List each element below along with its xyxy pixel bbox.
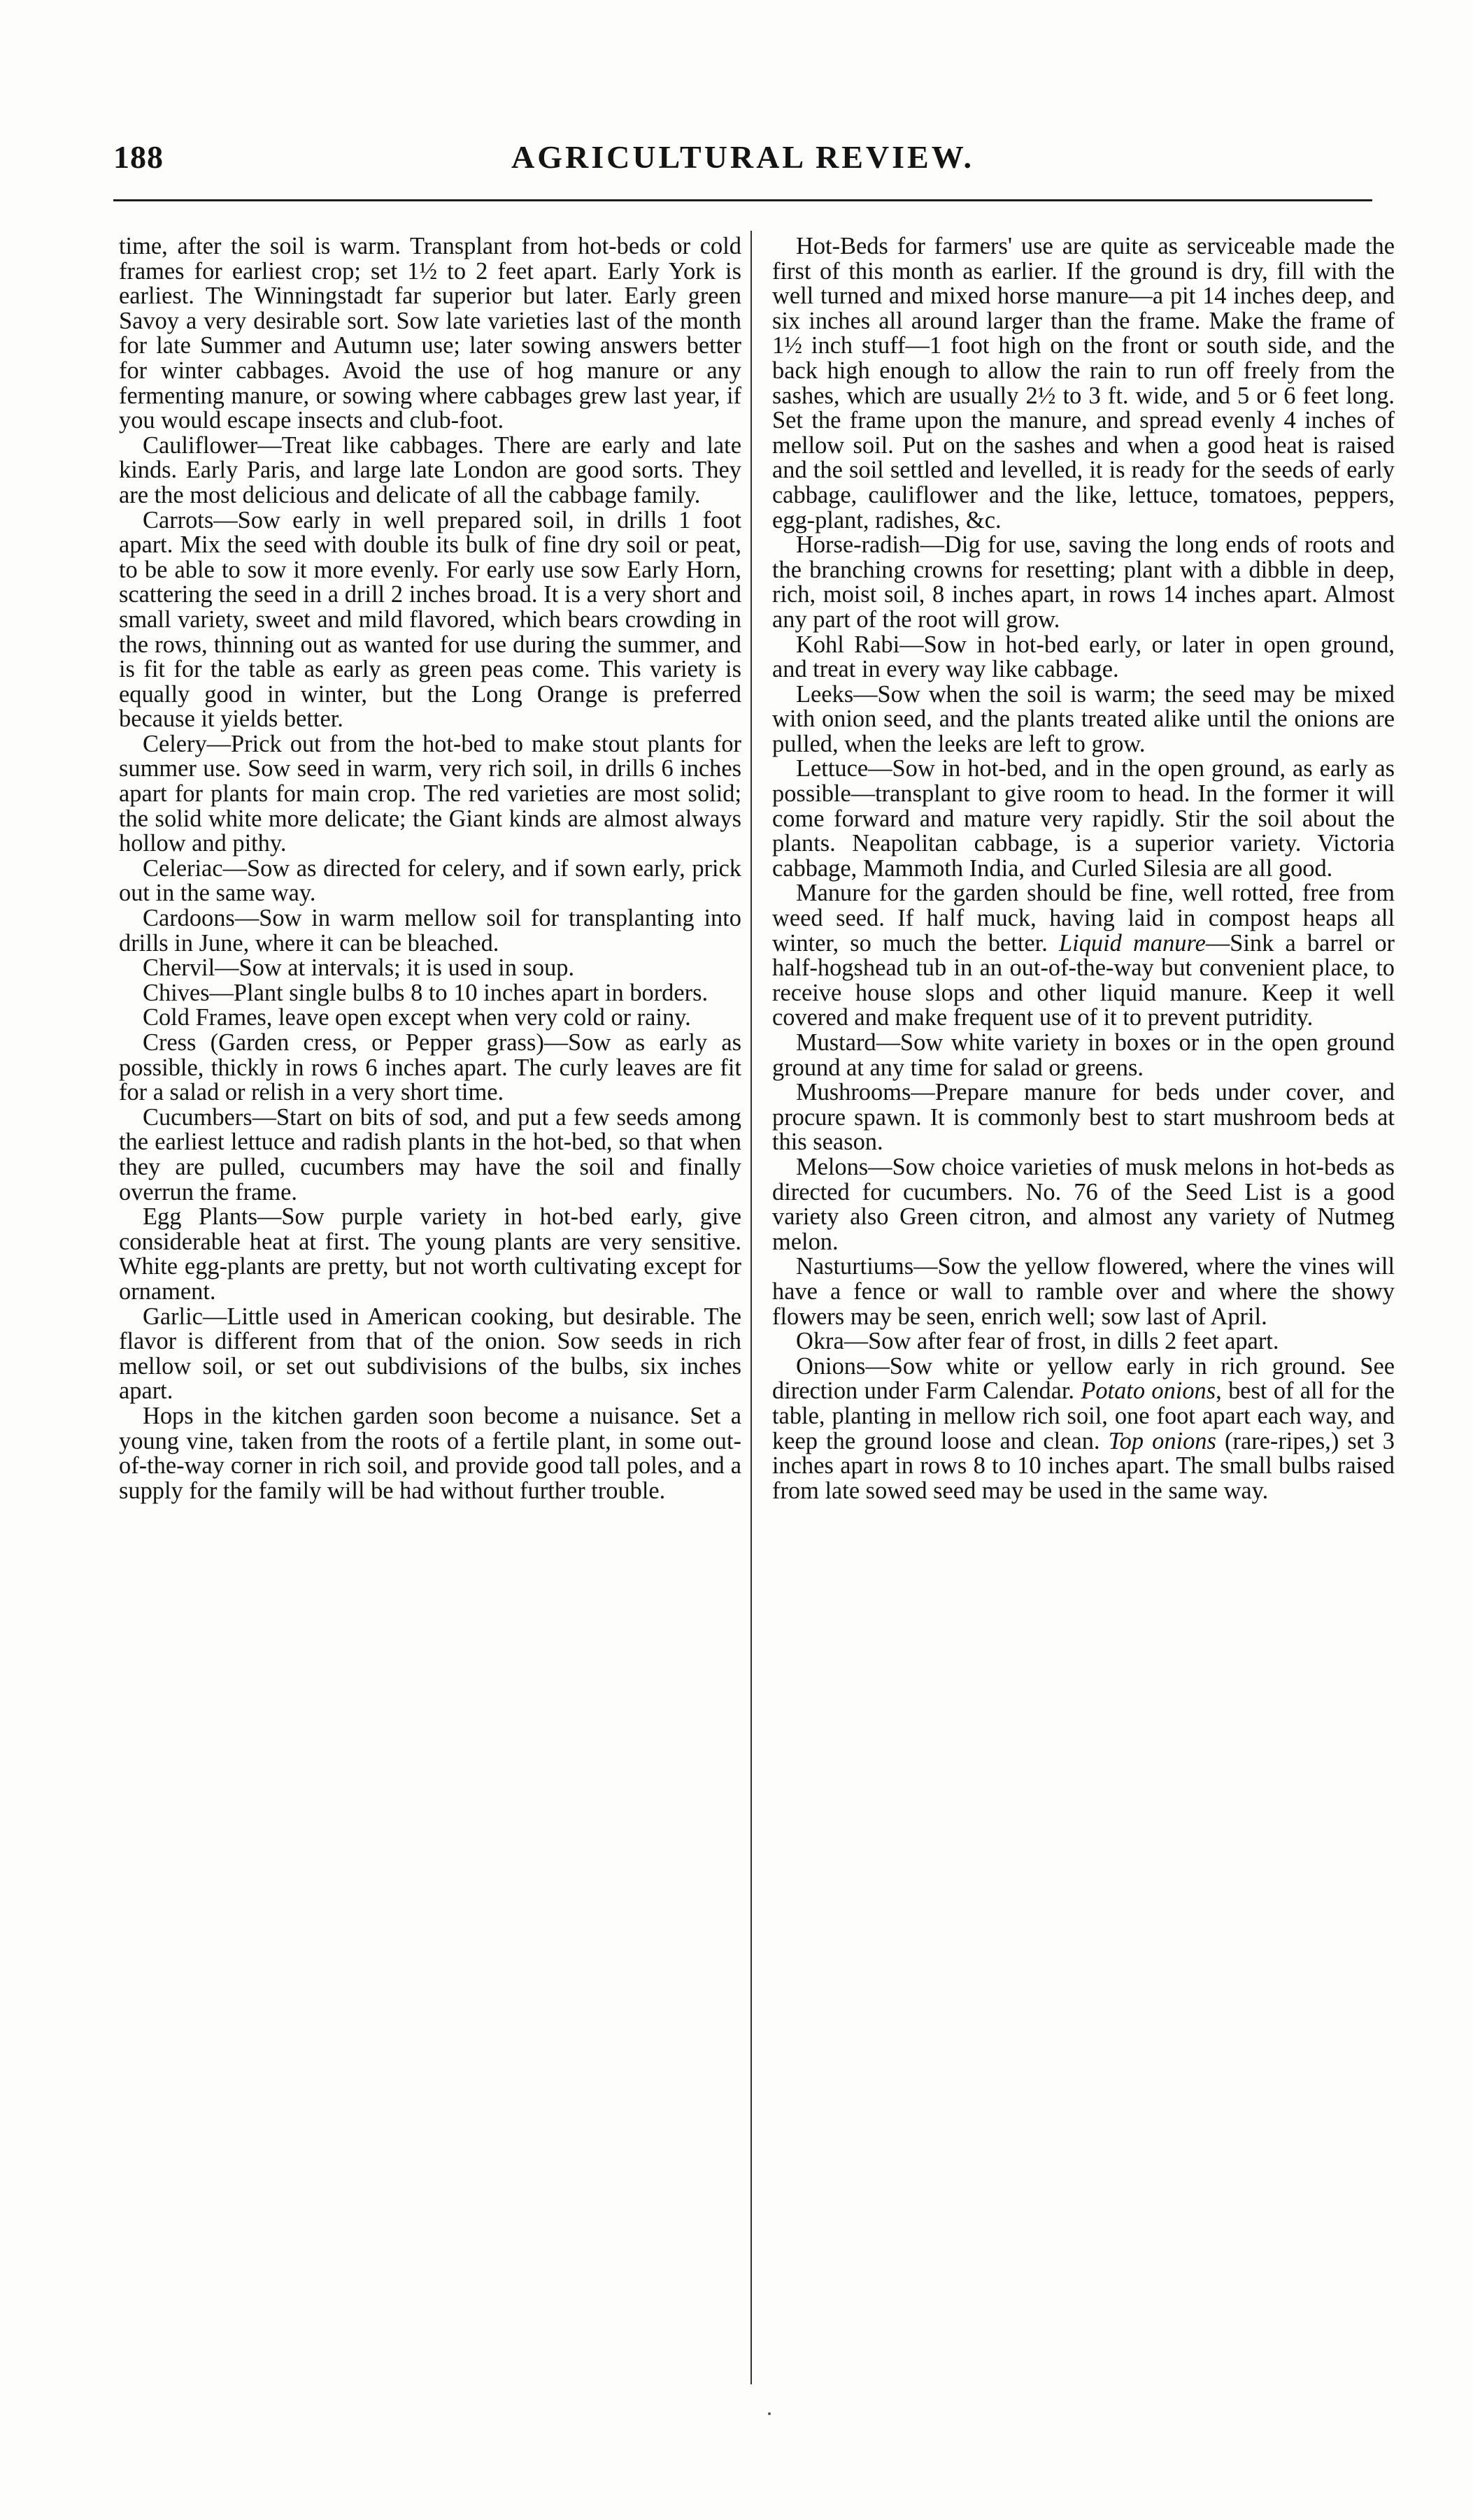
paragraph-celery: Celery—Prick out from the hot-bed to make stout plants for summer use. Sow seed in warm, very rich soil, in drills 6 inches apart for plants for main crop. The red varieties are most solid; the solid white more delicate; the Giant kinds are almost always hollow and pithy. bbox=[119, 730, 741, 857]
running-title: AGRICULTURAL REVIEW. bbox=[511, 139, 974, 175]
paragraph-nasturtiums: Nasturtiums—Sow the yellow flowered, where the vines will have a fence or wall to ramble over and where the showy flowers may be seen, enrich well; sow last of April. bbox=[772, 1253, 1395, 1330]
paragraph-lettuce: Lettuce—Sow in hot-bed, and in the open ground, as early as possible—transplant to give room to head. In the former it will come forward and mature very rapidly. Stir the soil about the plants. Neapolitan cabbage, is a superior variety. Victoria cabbage, Mammoth India, and Curled Silesia are all good. bbox=[772, 755, 1395, 882]
paragraph-kohl-rabi: Kohl Rabi—Sow in hot-bed early, or later in open ground, and treat in every way like cabbage. bbox=[772, 631, 1395, 683]
liquid-manure-italic: Liquid manure bbox=[1059, 929, 1206, 957]
paragraph-cauliflower: Cauliflower—Treat like cabbages. There are early and late kinds. Early Paris, and large late London are good sorts. They are the most delicious and delicate of all the cabbage family. bbox=[119, 431, 741, 508]
paragraph-mustard: Mustard—Sow white variety in boxes or in the open ground ground at any time for salad or greens. bbox=[772, 1029, 1395, 1081]
onions-text-rest: (rare-ripes,) set 3 inches apart in rows 8 to 10 inches apart. The small bulbs raised from late sowed seed may be used in the same way. bbox=[772, 1427, 1395, 1504]
paragraph-hops: Hops in the kitchen garden soon become a nuisance. Set a young vine, taken from the roots of a fertile plant, in some out-of-the-way corner in rich soil, and provide good tall poles, and a supply for the family will be had without further trouble. bbox=[119, 1402, 741, 1504]
paragraph-onions bbox=[772, 1354, 1395, 1504]
onions-text: Onions—Sow white or yellow early in rich ground. See direction under Farm Calendar. bbox=[772, 1352, 1395, 1405]
header-rule bbox=[113, 199, 1372, 201]
top-onions-italic: Top onions bbox=[1108, 1427, 1216, 1454]
potato-onions-italic: Potato onions bbox=[1081, 1377, 1216, 1405]
right-column bbox=[772, 234, 1395, 1503]
paragraph-cardoons: Cardoons—Sow in warm mellow soil for transplanting into drills in June, where it can be bleached. bbox=[119, 905, 741, 957]
paragraph-chives: Chives—Plant single bulbs 8 to 10 inches apart in borders. bbox=[143, 979, 709, 1006]
paragraph-cold-frames: Cold Frames, leave open except when very cold or rainy. bbox=[143, 1004, 691, 1031]
page-header bbox=[113, 138, 1372, 187]
paragraph-chervil: Chervil—Sow at intervals; it is used in soup. bbox=[143, 954, 575, 982]
column-divider bbox=[750, 231, 752, 2384]
onions-text-mid: , best of all for the table, planting in mellow rich soil, one foot apart each way, and keep the ground loose and clean. bbox=[772, 1377, 1395, 1454]
paragraph-cabbage-continued: time, after the soil is warm. Transplant from hot-beds or cold frames for earliest crop; set 1½ to 2 feet apart. Early York is earliest. The Winningstadt far superior but later. Early green Savoy a very desirable sort. Sow late varieties last of the month for late Summer and Autumn use; later sowing answers better for winter cabbages. Avoid the use of hog manure or any fermenting manure, or sowing where cabbages grew last year, if you would escape insects and club-foot. bbox=[119, 233, 741, 434]
paragraph-celeriac: Celeriac—Sow as directed for celery, and if sown early, prick out in the same way. bbox=[119, 854, 741, 907]
page-number: 188 bbox=[113, 139, 164, 175]
paragraph-melons: Melons—Sow choice varieties of musk melons in hot-beds as directed for cucumbers. No. 76 of the Seed List is a good variety also Green citron, and almost any variety of Nutmeg melon. bbox=[772, 1153, 1395, 1255]
paragraph-mushrooms: Mushrooms—Prepare manure for beds under cover, and procure spawn. It is commonly best to start mushroom beds at this season. bbox=[772, 1079, 1395, 1156]
left-column bbox=[119, 234, 741, 1503]
paragraph-egg-plants: Egg Plants—Sow purple variety in hot-bed early, give considerable heat at first. The young plants are very sensitive. White egg-plants are pretty, but not worth cultivating except for ornament. bbox=[119, 1203, 741, 1305]
paragraph-leeks: Leeks—Sow when the soil is warm; the seed may be mixed with onion seed, and the plants treated alike until the onions are pulled, when the leeks are left to grow. bbox=[772, 680, 1395, 757]
paragraph-horse-radish: Horse-radish—Dig for use, saving the long ends of roots and the branching crowns for resetting; plant with a dibble in deep, rich, moist soil, 8 inches apart, in rows 14 inches apart. Almost any part of the root will grow. bbox=[772, 531, 1395, 633]
paragraph-hot-beds: Hot-Beds for farmers' use are quite as serviceable made the first of this month as earlier. If the ground is dry, fill with the well turned and mixed horse manure—a pit 14 inches deep, and six inches all around larger than the frame. Make the frame of 1½ inch stuff—1 foot high on the front or south side, and the back high enough to allow the rain to run off freely from the sashes, which are usually 2½ to 3 ft. wide, and 5 or 6 feet long. Set the frame upon the manure, and spread evenly 4 inches of mellow soil. Put on the sashes and when a good heat is raised and the soil settled and levelled, it is ready for the seeds of early cabbage, cauliflower and the like, lettuce, tomatoes, peppers, egg-plant, radishes, &c. bbox=[772, 233, 1395, 534]
paragraph-carrots: Carrots—Sow early in well prepared soil, in drills 1 foot apart. Mix the seed with double its bulk of fine dry soil or peat, to be able to sow it more evenly. For early use sow Early Horn, scattering the seed in a drill 2 inches broad. It is a very short and small variety, sweet and mild flavored, which bears crowding in the rows, thinning out as wanted for use during the summer, and is fit for the table as early as green peas come. This variety is equally good in winter, but the Long Orange is preferred because it yields better. bbox=[119, 506, 741, 733]
footer-mark bbox=[768, 2412, 771, 2415]
paragraph-manure bbox=[772, 881, 1395, 1031]
manure-text-rest: —Sink a barrel or half-hogshead tub in an out-of-the-way but convenient place, to receive house slops and other liquid manure. Keep it well covered and make frequent use of it to prevent putridity. bbox=[772, 929, 1395, 1031]
paragraph-cress: Cress (Garden cress, or Pepper grass)—Sow as early as possible, thickly in rows 6 inches apart. The curly leaves are fit for a salad or relish in a very short time. bbox=[119, 1029, 741, 1106]
manure-text: Manure for the garden should be fine, well rotted, free from weed seed. If half muck, having laid in compost heaps all winter, so much the better. bbox=[772, 880, 1395, 957]
paragraph-cucumbers: Cucumbers—Start on bits of sod, and put a few seeds among the earliest lettuce and radish plants in the hot-bed, so that when they are pulled, cucumbers may have the soil and finally overrun the frame. bbox=[119, 1103, 741, 1205]
paragraph-garlic: Garlic—Little used in American cooking, but desirable. The flavor is different from that of the onion. Sow seeds in rich mellow soil, or set out subdivisions of the bulbs, six inches apart. bbox=[119, 1303, 741, 1405]
paragraph-okra: Okra—Sow after fear of frost, in dills 2 feet apart. bbox=[796, 1328, 1279, 1355]
